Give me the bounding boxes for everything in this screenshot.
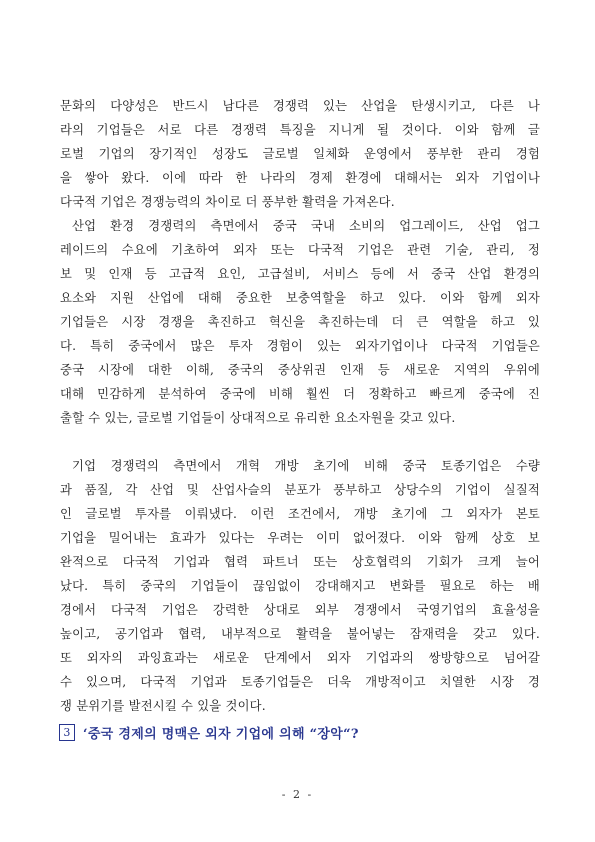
paragraph-line: 기업 경쟁력의 측면에서 개혁 개방 초기에 비해 중국 토종기업은 수량: [72, 459, 540, 473]
section-number-box: 3: [59, 724, 75, 741]
paragraph-line: 보 및 인재 등 고급적 요인, 고급설비, 서비스 등에 서 중국 산업 환경의: [60, 267, 540, 281]
paragraph-line: 출할 수 있는, 글로벌 기업들이 상대적으로 유리한 요소자원을 갖고 있다.: [60, 411, 456, 425]
paragraph-line: 완적으로 다국적 기업과 협력 파트너 또는 상호협력의 기회가 크게 늘어: [60, 555, 540, 569]
paragraph-line: 레이드의 수요에 기초하여 외자 또는 다국적 기업은 관련 기술, 관리, 정: [60, 243, 540, 257]
paragraph-line: 다국적 기업은 경쟁능력의 차이로 더 풍부한 활력을 가져온다.: [60, 195, 395, 209]
paragraph-line: 쟁 분위기를 발전시킬 수 있을 것이다.: [60, 699, 266, 713]
paragraph-line: 라의 기업들은 서로 다른 경쟁력 특징을 지니게 될 것이다. 이와 함께 글: [60, 123, 540, 137]
paragraph-line: 을 쌓아 왔다. 이에 따라 한 나라의 경제 환경에 대해서는 외자 기업이나: [60, 171, 540, 185]
paragraph-line: 로벌 기업의 장기적인 성장도 글로벌 일체화 운영에서 풍부한 관리 경험: [60, 147, 540, 161]
section-heading-text: ‘중국 경제의 명맥은 외자 기업에 의해 “장악“?: [83, 726, 359, 742]
page-number: - 2 -: [281, 788, 314, 801]
paragraph-line: 중국 시장에 대한 이해, 중국의 중상위권 인재 등 새로운 지역의 우위에: [60, 363, 540, 377]
paragraph-line: 또 외자의 과잉효과는 새로운 단계에서 외자 기업과의 쌍방향으로 넘어갈: [60, 651, 540, 665]
paragraph-line: 기업들은 시장 경쟁을 촉진하고 혁신을 촉진하는데 더 큰 역할을 하고 있: [60, 315, 540, 329]
paragraph-line: 경에서 다국적 기업은 강력한 상대로 외부 경쟁에서 국영기업의 효율성을: [60, 603, 540, 617]
paragraph-line: 수 있으며, 다국적 기업과 토종기업들은 더욱 개방적이고 치열한 시장 경: [60, 675, 540, 689]
paragraph-line: 인 글로벌 투자를 이뤄냈다. 이런 조건에서, 개방 초기에 그 외자가 본토: [60, 507, 540, 521]
paragraph-line: 기업을 밀어내는 효과가 있다는 우려는 이미 없어졌다. 이와 함께 상호 보: [60, 531, 540, 545]
paragraph-3: [60, 454, 540, 718]
paragraph-2: [60, 214, 540, 430]
paragraph-1: [60, 94, 540, 214]
paragraph-line: 났다. 특히 중국의 기업들이 끊임없이 강대해지고 변화를 필요로 하는 배: [60, 579, 540, 593]
paragraph-line: 높이고, 공기업과 협력, 내부적으로 활력을 불어넣는 잠재력을 갖고 있다.: [60, 627, 540, 641]
section-heading: [59, 722, 359, 742]
paragraph-line: 문화의 다양성은 반드시 남다른 경쟁력 있는 산업을 탄생시키고, 다른 나: [60, 99, 540, 113]
paragraph-line: 다. 특히 중국에서 많은 투자 경험이 있는 외자기업이나 다국적 기업들은: [60, 339, 540, 353]
paragraph-line: 요소와 지원 산업에 대해 중요한 보충역할을 하고 있다. 이와 함께 외자: [60, 291, 540, 305]
paragraph-line: 대해 민감하게 분석하여 중국에 비해 훨씬 더 정확하고 빠르게 중국에 진: [60, 387, 540, 401]
paragraph-line: 산업 환경 경쟁력의 측면에서 중국 국내 소비의 업그레이드, 산업 업그: [72, 219, 540, 233]
paragraph-line: 과 품질, 각 산업 및 산업사슬의 분포가 풍부하고 상당수의 기업이 실질적: [60, 483, 540, 497]
